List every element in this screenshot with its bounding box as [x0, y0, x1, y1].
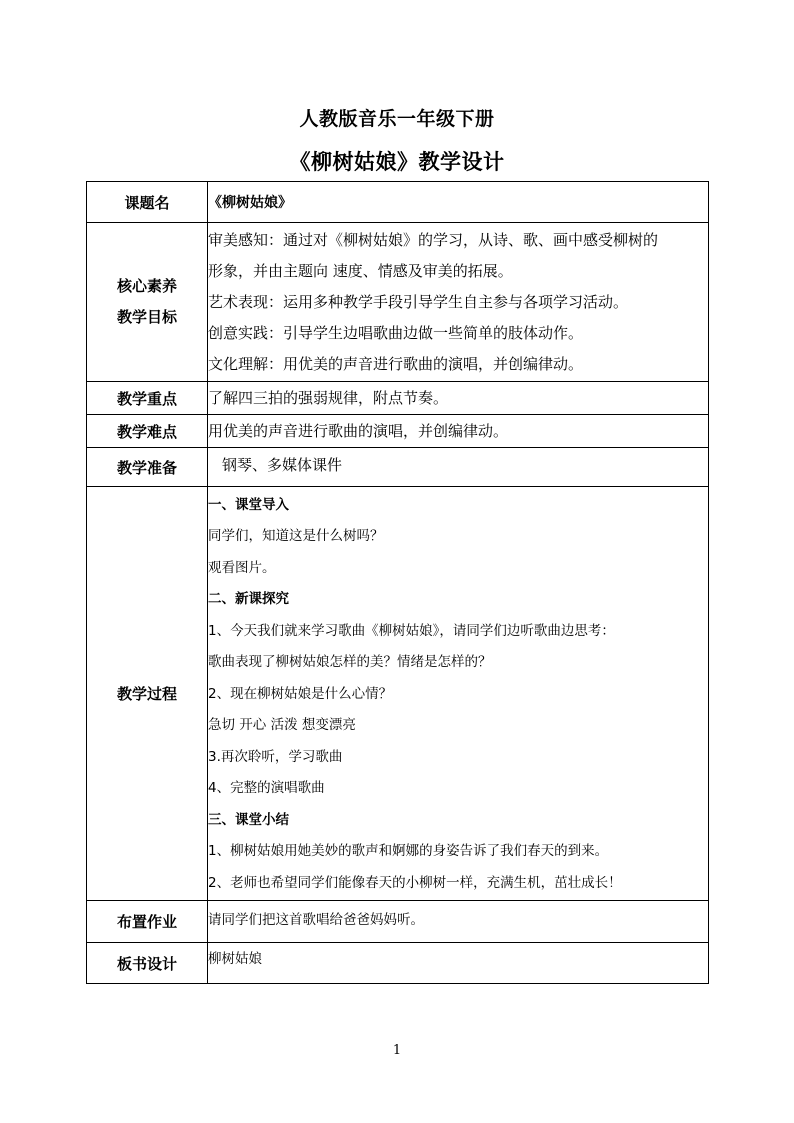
goals-line: 文化理解：用优美的声音进行歌曲的演唱，并创编律动。 — [208, 354, 584, 373]
section-heading: 三、课堂小结 — [208, 811, 289, 828]
process-line: 1、柳树姑娘用她美妙的歌声和婀娜的身姿告诉了我们春天的到来。 — [208, 843, 609, 860]
document-title: 人教版音乐一年级下册 — [299, 108, 495, 130]
key-point-value: 了解四三拍的强弱规律，附点节奏。 — [208, 388, 449, 407]
table-row-process — [87, 487, 709, 901]
table-row-topic — [87, 182, 709, 223]
section-heading: 二、新课探究 — [208, 591, 289, 608]
goals-line: 形象，并由主题向 速度、情感及审美的拓展。 — [208, 261, 513, 280]
lesson-plan-table — [86, 181, 709, 984]
process-line: 3.再次聆听，学习歌曲 — [208, 748, 343, 765]
process-line: 同学们，知道这是什么树吗？ — [208, 528, 384, 545]
topic-label: 课题名 — [87, 182, 208, 223]
homework-value: 请同学们把这首歌唱给爸爸妈妈听。 — [208, 911, 424, 928]
table-row-goals — [87, 223, 709, 382]
goals-line: 艺术表现：运用多种教学手段引导学生自主参与各项学习活动。 — [208, 292, 629, 311]
homework-label: 布置作业 — [87, 901, 208, 943]
preparation-label: 教学准备 — [87, 448, 208, 487]
goals-label-line: 教学目标 — [116, 308, 177, 326]
key-point-label: 教学重点 — [87, 382, 208, 415]
process-line: 1、今天我们就来学习歌曲《柳树姑娘》，请同学们边听歌曲边思考： — [208, 622, 615, 639]
preparation-value: 钢琴、多媒体课件 — [222, 455, 343, 474]
board-value: 柳树姑娘 — [208, 951, 262, 967]
topic-value: 《柳树姑娘》 — [208, 195, 292, 211]
table-row-homework — [87, 901, 709, 943]
table-row-difficulty — [87, 415, 709, 448]
process-line: 急切 开心 活泼 想变漂亮 — [208, 717, 356, 734]
process-line: 2、现在柳树姑娘是什么心情？ — [208, 685, 393, 702]
page-number: 1 — [392, 1043, 402, 1058]
process-content — [208, 487, 709, 901]
process-line: 4、完整的演唱歌曲 — [208, 780, 325, 797]
goals-line: 创意实践：引导学生边唱歌曲边做一些简单的肢体动作。 — [208, 323, 584, 342]
difficulty-value: 用优美的声音进行歌曲的演唱，并创编律动。 — [208, 421, 509, 440]
board-label: 板书设计 — [87, 943, 208, 984]
process-line: 歌曲表现了柳树姑娘怎样的美？情绪是怎样的？ — [208, 654, 492, 671]
goals-content — [208, 223, 709, 382]
section-heading: 一、课堂导入 — [208, 496, 289, 513]
process-line: 观看图片。 — [208, 559, 276, 576]
document-subtitle: 《柳树姑娘》教学设计 — [289, 150, 505, 174]
process-label: 教学过程 — [87, 487, 208, 901]
process-line: 2、老师也希望同学们能像春天的小柳树一样，充满生机，茁壮成长！ — [208, 874, 622, 891]
goals-label-line: 核心素养 — [116, 277, 177, 295]
goals-label — [87, 223, 208, 382]
table-row-key-point — [87, 382, 709, 415]
goals-line: 审美感知：通过对《柳树姑娘》的学习，从诗、歌、画中感受柳树的 — [208, 230, 659, 249]
table-row-board — [87, 943, 709, 984]
table-row-preparation — [87, 448, 709, 487]
difficulty-label: 教学难点 — [87, 415, 208, 448]
